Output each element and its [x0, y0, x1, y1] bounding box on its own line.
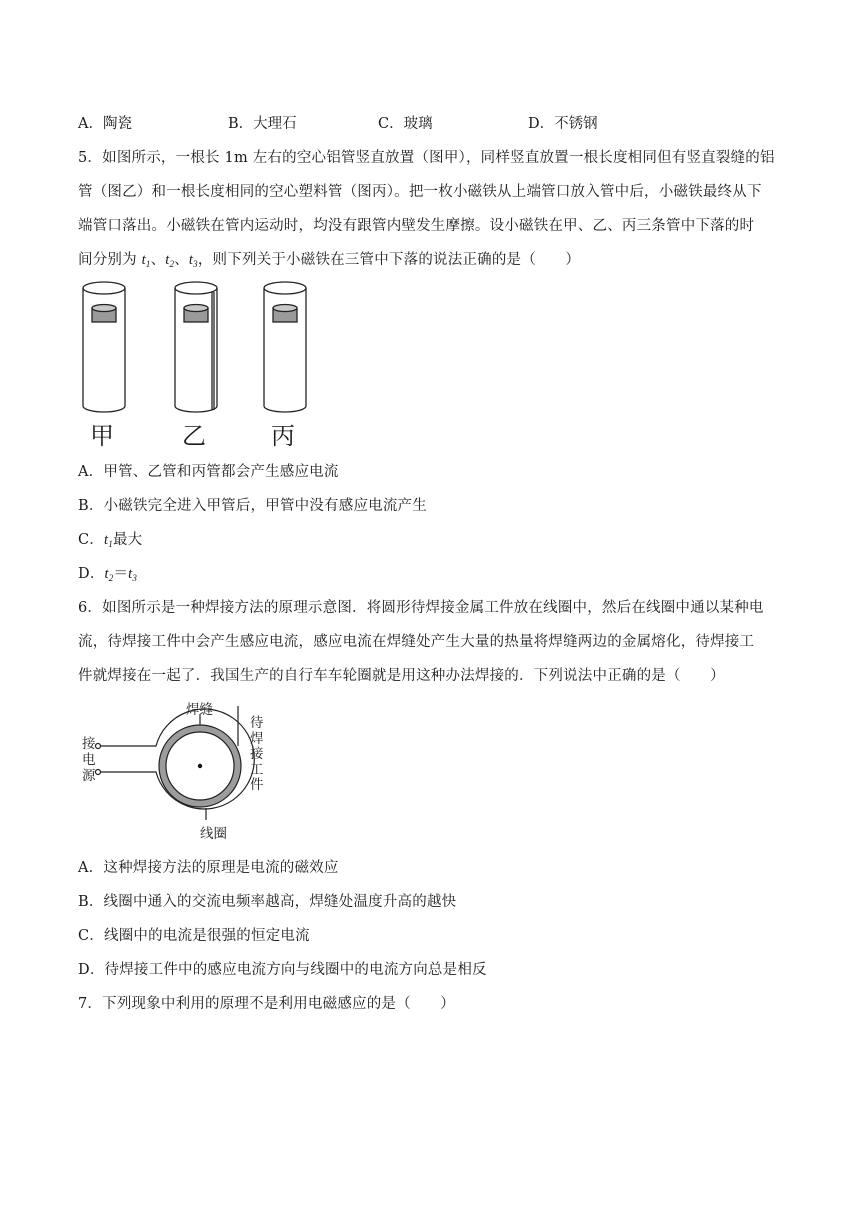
- label-workpiece: 待 焊 接 工 件: [250, 715, 264, 793]
- center-dot: [198, 764, 202, 768]
- tube-jia: [83, 282, 125, 412]
- q6-option-a: A．这种焊接方法的原理是电流的磁效应: [78, 860, 339, 876]
- label-jia: 甲: [90, 422, 114, 450]
- q6-stem-line-3: 件就焊接在一起了．我国生产的自行车车轮圈就是用这种办法焊接的．下列说法中正确的是（ ）: [78, 668, 725, 684]
- label-coil: 线圈: [200, 826, 227, 842]
- t3-var: $t_3$: [188, 252, 198, 269]
- q6-stem-line-2: 流，待焊接工件中会产生感应电流，感应电流在焊缝处产生大量的热量将焊缝两边的金属熔化，待焊接工: [78, 634, 755, 650]
- q6-option-b: B．线圈中通入的交流电频率越高，焊缝处温度升高的越快: [78, 894, 457, 910]
- q4-option-d: D．不锈钢: [528, 116, 598, 132]
- label-yi: 乙: [182, 422, 206, 450]
- q5-stem-text-end: ，则下列关于小磁铁在三管中下落的说法正确的是（ ）: [197, 252, 581, 268]
- q5-stem-line-4: 间分别为 $t_1$、$t_2$、$t_3$，则下列关于小磁铁在三管中下落的说法正确的是（ ）: [78, 252, 581, 269]
- q6-option-c: C．线圈中的电流是很强的恒定电流: [78, 928, 310, 944]
- q5-option-a: A．甲管、乙管和丙管都会产生感应电流: [78, 464, 339, 480]
- label-power: 接 电 源: [82, 736, 96, 784]
- q4-option-b: B．大理石: [228, 116, 297, 132]
- label-bing: 丙: [271, 422, 295, 450]
- q5-stem-text: 间分别为: [78, 252, 137, 268]
- q5-stem-line-1: 5．如图所示，一根长 1m 左右的空心铝管竖直放置（图甲），同样竖直放置一根长度相同但有竖直裂缝的铝: [78, 150, 775, 166]
- q7-stem: 7．下列现象中利用的原理不是利用电磁感应的是（ ）: [78, 996, 455, 1012]
- q6-stem-line-1: 6．如图所示是一种焊接方法的原理示意图．将圆形待焊接金属工件放在线圈中，然后在线圈中通以某种电: [78, 600, 764, 616]
- q5-option-b: B．小磁铁完全进入甲管后，甲管中没有感应电流产生: [78, 498, 427, 514]
- t1-var: $t_1$: [141, 252, 151, 269]
- q6-welding-figure: [78, 696, 278, 842]
- q5-option-c: C．$t_1$最大: [78, 532, 143, 549]
- q4-option-c: C．玻璃: [378, 116, 433, 132]
- tube-yi: [175, 282, 217, 412]
- label-seam: 焊缝: [186, 702, 213, 718]
- q5-option-d: D．$t_2=t_3$: [78, 566, 138, 583]
- q5-stem-line-2: 管（图乙）和一根长度相同的空心塑料管（图丙）。把一枚小磁铁从上端管口放入管中后，小磁铁最终从下: [78, 184, 762, 200]
- t2-var: $t_2$: [165, 252, 175, 269]
- q6-option-d: D．待焊接工件中的感应电流方向与线圈中的电流方向总是相反: [78, 962, 487, 978]
- q4-option-a: A．陶瓷: [78, 116, 132, 132]
- q5-stem-line-3: 端管口落出。小磁铁在管内运动时，均没有跟管内壁发生摩擦。设小磁铁在甲、乙、丙三条管中下落的时: [78, 218, 755, 234]
- tube-bing: [264, 282, 306, 412]
